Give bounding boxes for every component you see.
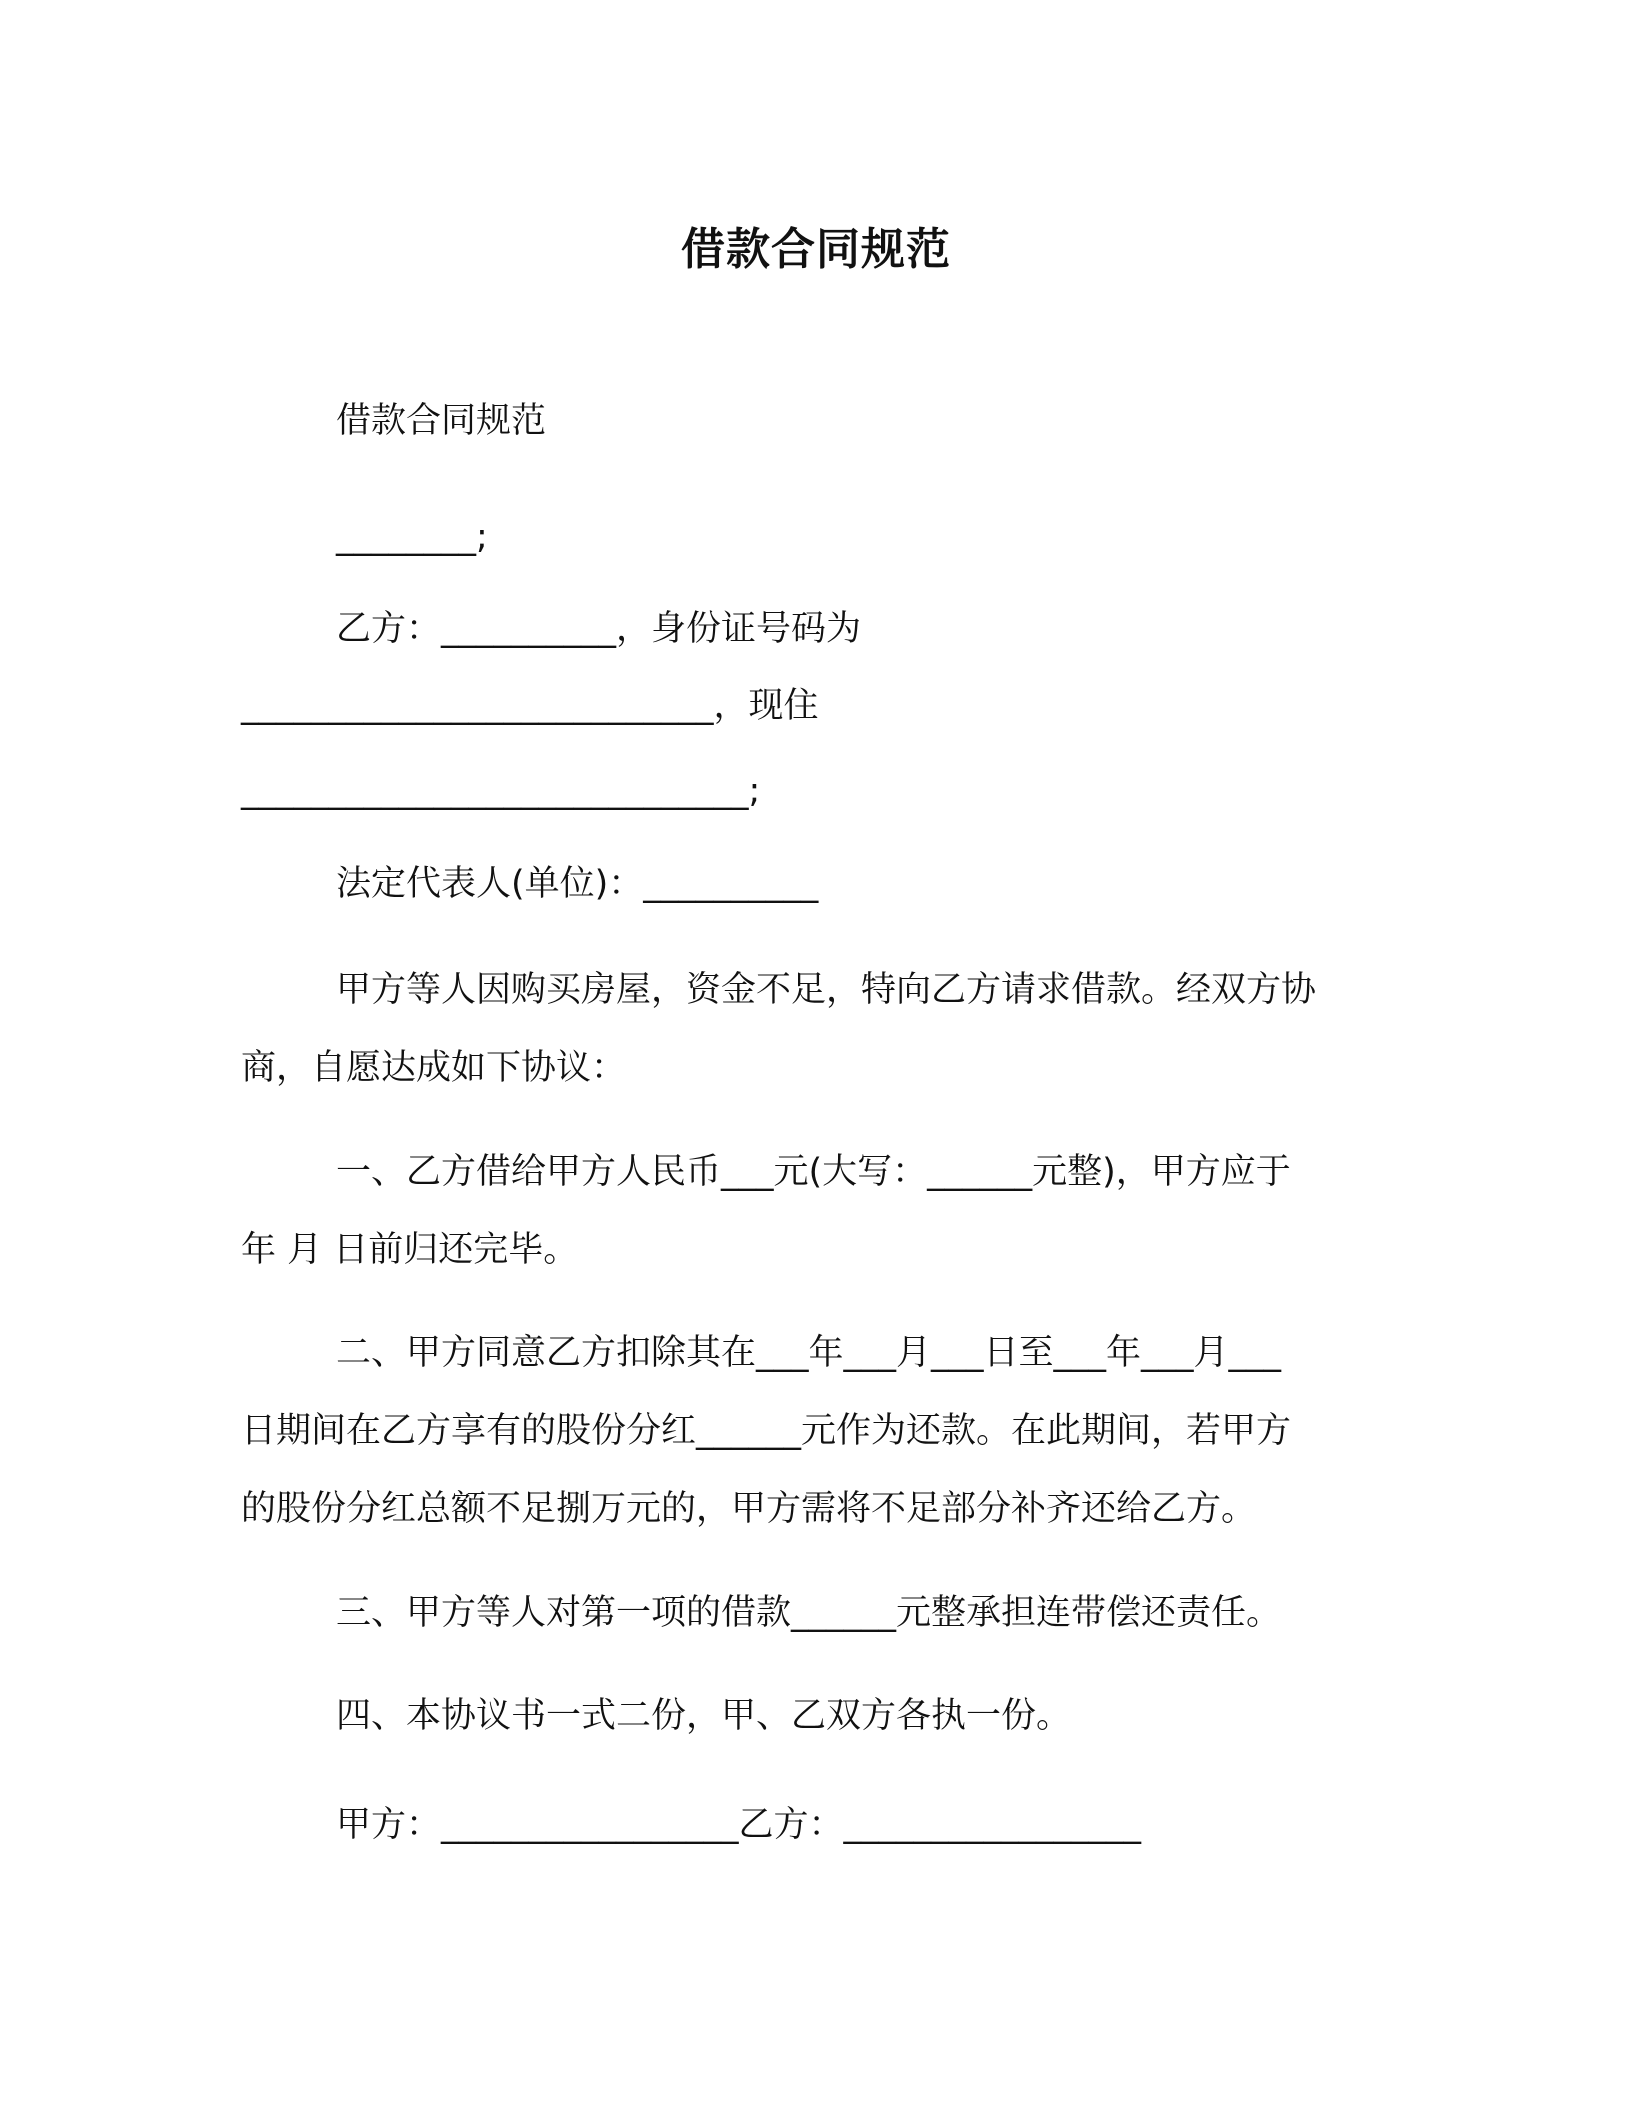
document-title: 借款合同规范 (681, 224, 951, 275)
clause-1-line-2: 年 月 日前归还完毕。 (241, 1230, 579, 1270)
clause-2-line-3: 的股份分红总额不足捌万元的，甲方需将不足部分补齐还给乙方。 (241, 1489, 1257, 1529)
subtitle-line: 借款合同规范 (336, 401, 547, 441)
preamble-line-1: 甲方等人因购买房屋，资金不足，特向乙方请求借款。经双方协 (336, 970, 1317, 1010)
clause-2-line-1: 二、甲方同意乙方扣除其在___年___月___日至___年___月___ (336, 1333, 1282, 1373)
clause-4-line: 四、本协议书一式二份，甲、乙双方各执一份。 (336, 1696, 1072, 1736)
legal-representative-line: 法定代表人(单位)：__________ (336, 864, 819, 904)
address-line: _____________________________; (241, 771, 761, 811)
signature-line: 甲方：_________________乙方：_________________ (336, 1805, 1142, 1845)
party-b-line: 乙方：__________，身份证号码为 (336, 609, 862, 649)
clause-1-line-1: 一、乙方借给甲方人民币___元(大写：______元整)，甲方应于 (336, 1152, 1291, 1192)
clause-2-line-2: 日期间在乙方享有的股份分红______元作为还款。在此期间，若甲方 (241, 1411, 1292, 1451)
party-a-blank-line: ________; (336, 517, 488, 557)
clause-3-line: 三、甲方等人对第一项的借款______元整承担连带偿还责任。 (336, 1593, 1282, 1633)
id-number-line: ___________________________，现住 (241, 686, 819, 726)
preamble-line-2: 商，自愿达成如下协议： (241, 1048, 627, 1088)
